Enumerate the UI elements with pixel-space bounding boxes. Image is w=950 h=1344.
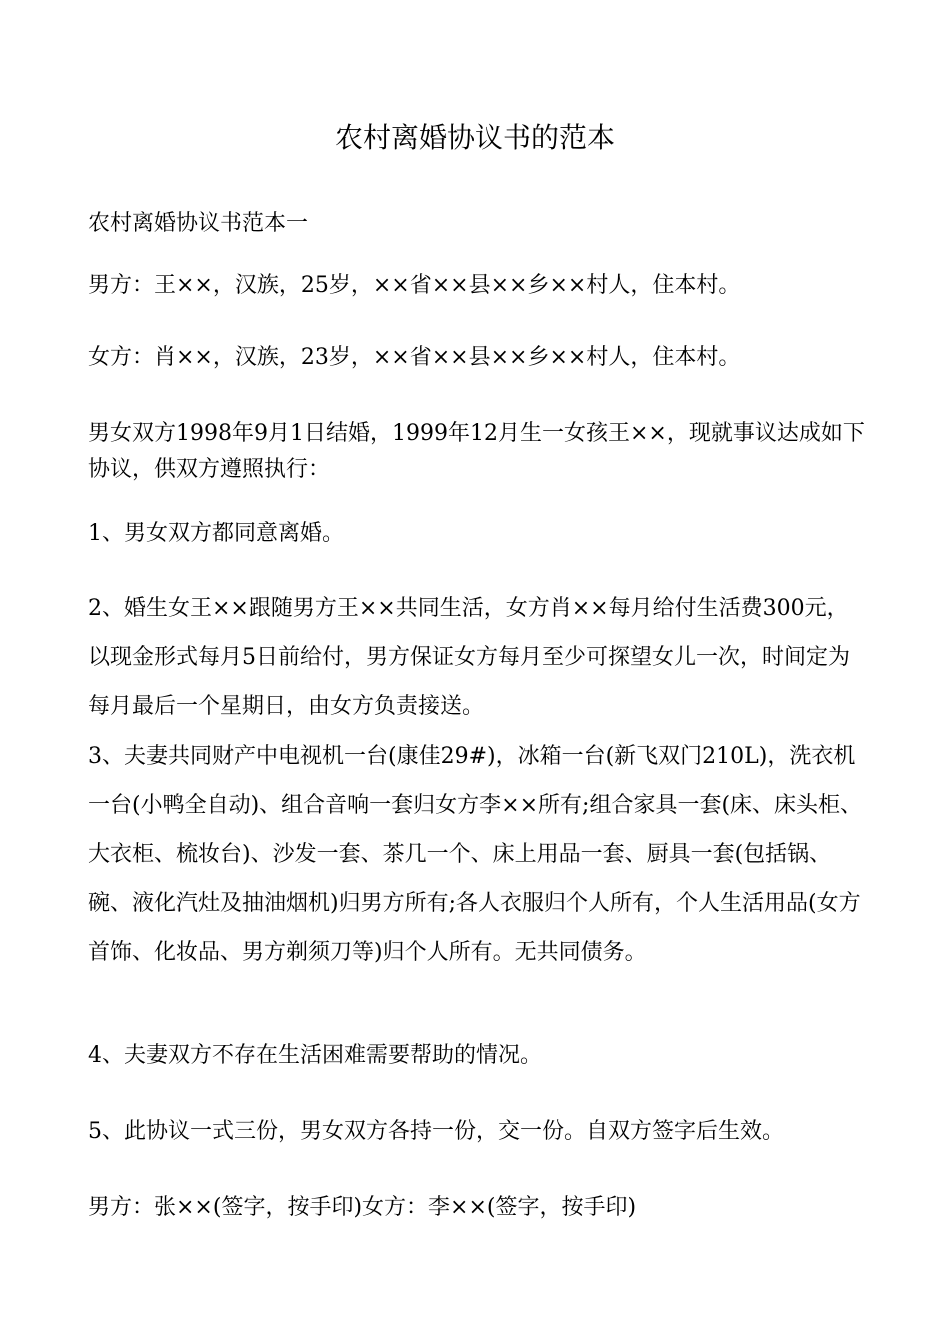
paragraph-intro: 男女双方1998年9月1日结婚，1999年12月生一女孩王××，现就事议达成如下协议，供双方遵照执行： bbox=[88, 421, 865, 482]
clause-1: 1、男女双方都同意离婚。 bbox=[88, 521, 344, 546]
clause-2: 2、婚生女王××跟随男方王××共同生活，女方肖××每月给付生活费300元，以现金形式每月5日前给付，男方保证女方每月至少可探望女儿一次，时间定为每月最后一个星期日，由女方负责接送。 bbox=[88, 596, 850, 719]
document-title: 农村离婚协议书的范本 bbox=[334, 121, 615, 154]
section-heading: 农村离婚协议书范本一 bbox=[88, 211, 309, 236]
clause-4: 4、夫妻双方不存在生活困难需要帮助的情况。 bbox=[88, 1043, 542, 1068]
clause-3: 3、夫妻共同财产中电视机一台(康佳29#)，冰箱一台(新飞双门210L)，洗衣机一台(小鸭全自动)、组合音响一套归女方李××所有;组合家具一套(床、床头柜、大衣柜、梳妆台)、沙发一套、茶几一个、床上用品一套、厨具一套(包括锅、碗、液化汽灶及抽油烟机)归男方所有;各人衣服归个人所有，个人生活用品(女方首饰、化妆品、男方剃须刀等)归个人所有。无共同债务。 bbox=[88, 744, 863, 965]
signature-line: 男方：张××(签字，按手印)女方：李××(签字，按手印) bbox=[88, 1195, 637, 1220]
clause-5: 5、此协议一式三份，男女双方各持一份，交一份。自双方签字后生效。 bbox=[88, 1119, 784, 1144]
paragraph-female-party: 女方：肖××，汉族，23岁，××省××县××乡××村人，住本村。 bbox=[88, 345, 741, 370]
paragraph-male-party: 男方：王××，汉族，25岁，××省××县××乡××村人，住本村。 bbox=[88, 273, 741, 298]
